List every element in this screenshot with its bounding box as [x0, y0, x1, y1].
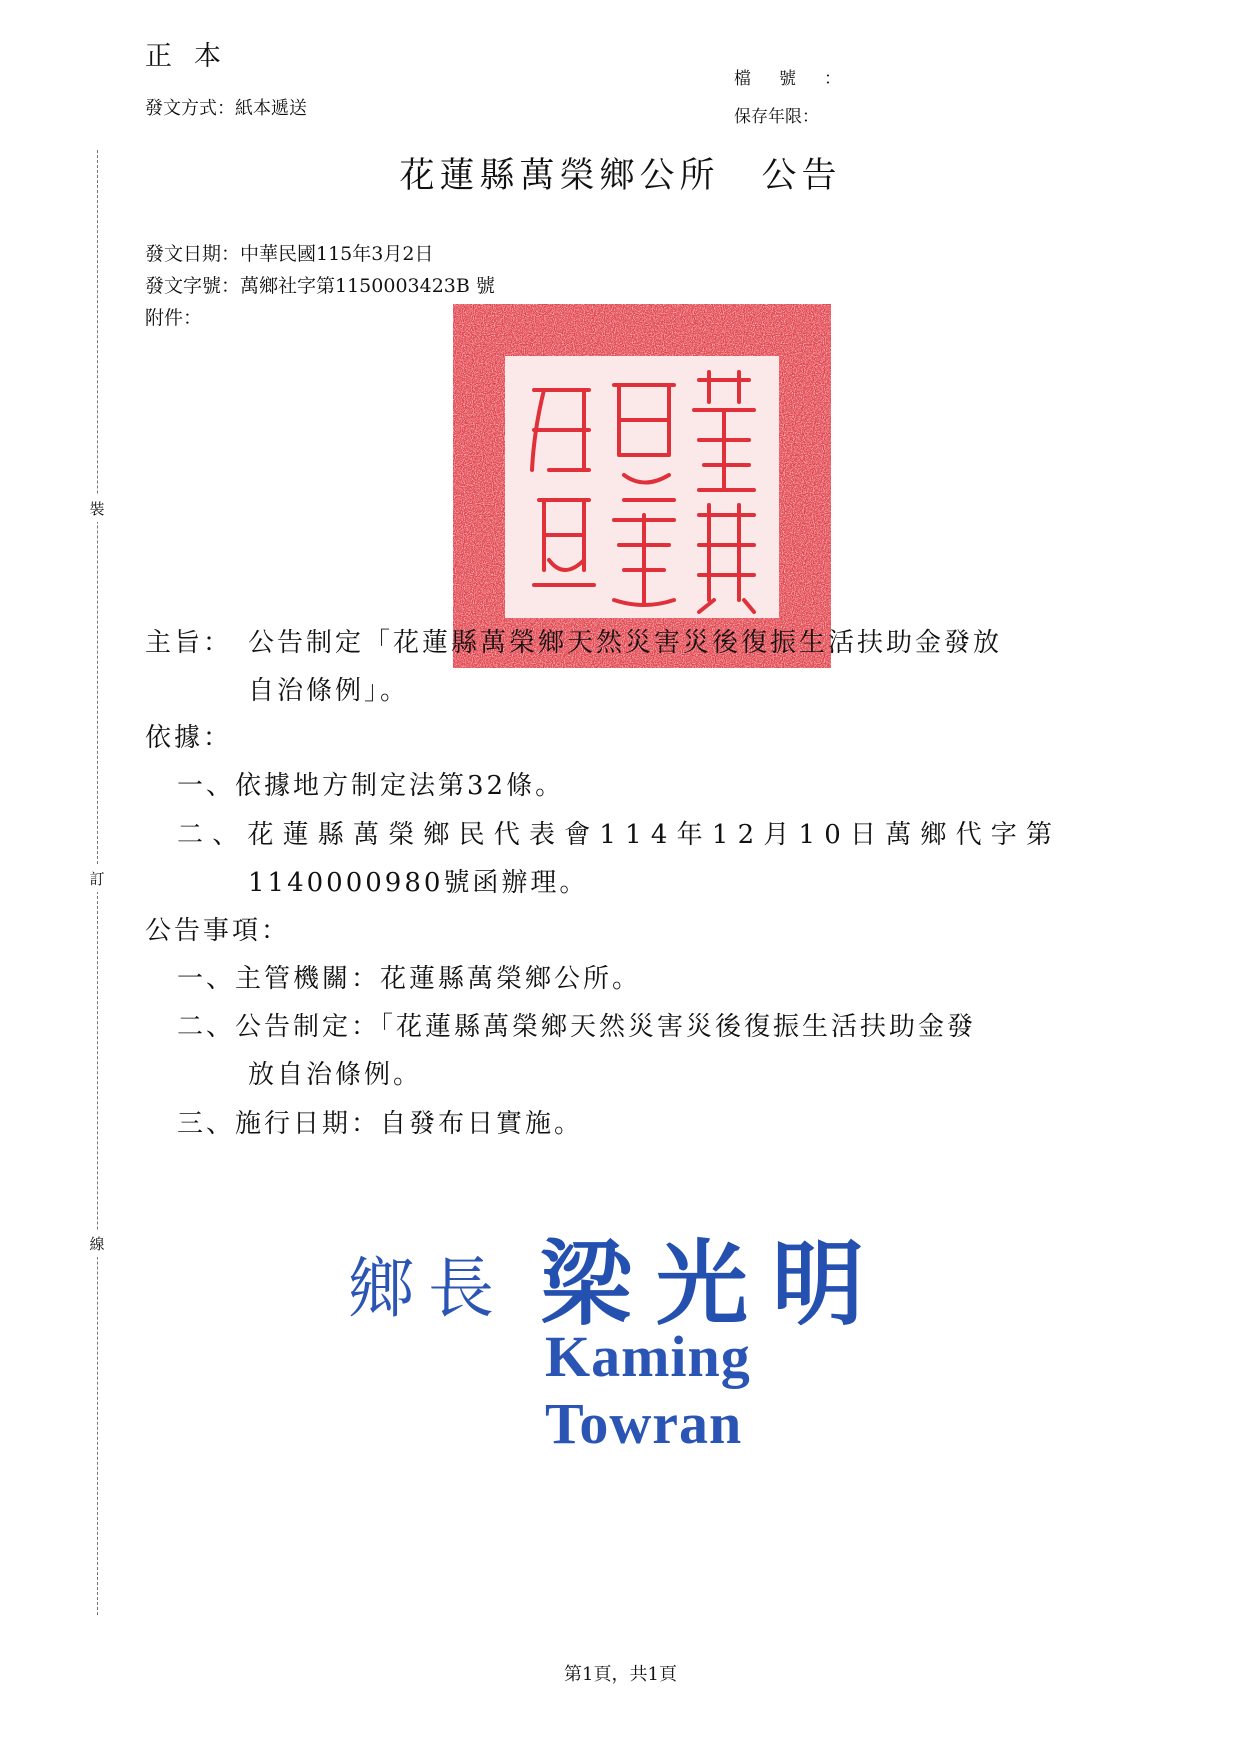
- notice-item-1: 一、主管機關：花蓮縣萬榮鄉公所。: [177, 964, 642, 994]
- page-number: 第1頁，共1頁: [564, 1664, 677, 1685]
- basis-item-2-line-2: 1140000980號函辦理。: [248, 868, 589, 898]
- binding-mark-xian: 線: [86, 1230, 108, 1257]
- attachment-label: 附件：: [145, 307, 203, 329]
- title-org: 花蓮縣萬榮鄉公所: [399, 156, 720, 196]
- binding-mark-zhuang: 裝: [86, 495, 108, 522]
- reference-number: 發文字號：萬鄉社字第1150003423B 號: [145, 275, 495, 297]
- notice-label: 公告事項：: [145, 916, 291, 946]
- send-method: 發文方式：紙本遞送: [145, 98, 307, 119]
- copy-label: 正本: [145, 41, 243, 72]
- issue-date: 發文日期：中華民國115年3月2日: [145, 243, 434, 265]
- basis-item-2-line-1: 二、花蓮縣萬榮鄉民代表會114年12月10日萬鄉代字第: [177, 820, 1062, 850]
- notice-item-2-line-2: 放自治條例。: [248, 1060, 423, 1090]
- notice-item-2-line-1: 二、公告制定：「花蓮縣萬榮鄉天然災害災後復振生活扶助金發: [177, 1012, 977, 1042]
- archive-number-colon: ：: [824, 69, 842, 89]
- subject-line-1: 公告制定「花蓮縣萬榮鄉天然災害災後復振生活扶助金發放: [248, 628, 1003, 658]
- signature-romanized: Kaming Towran: [545, 1324, 751, 1456]
- signature-title: 鄉長: [348, 1250, 508, 1327]
- official-seal-graphic: [449, 300, 835, 672]
- title-doc-type: 公告: [761, 156, 842, 196]
- retention-period: 保存年限：: [734, 107, 819, 127]
- subject-line-2: 自治條例」。: [248, 676, 410, 706]
- signature-stamp: [340, 1205, 950, 1456]
- binding-mark-ding: 訂: [86, 865, 108, 892]
- notice-item-3: 三、施行日期：自發布日實施。: [177, 1109, 584, 1139]
- official-seal: [449, 300, 835, 672]
- archive-number: [734, 64, 842, 89]
- archive-number-label: 檔號: [734, 69, 824, 89]
- page-title: [0, 148, 1241, 198]
- basis-item-1: 一、依據地方制定法第32條。: [177, 771, 565, 801]
- subject-label: 主旨：: [145, 628, 233, 658]
- signature-name: 梁光明: [540, 1230, 889, 1338]
- basis-label: 依據：: [145, 723, 233, 753]
